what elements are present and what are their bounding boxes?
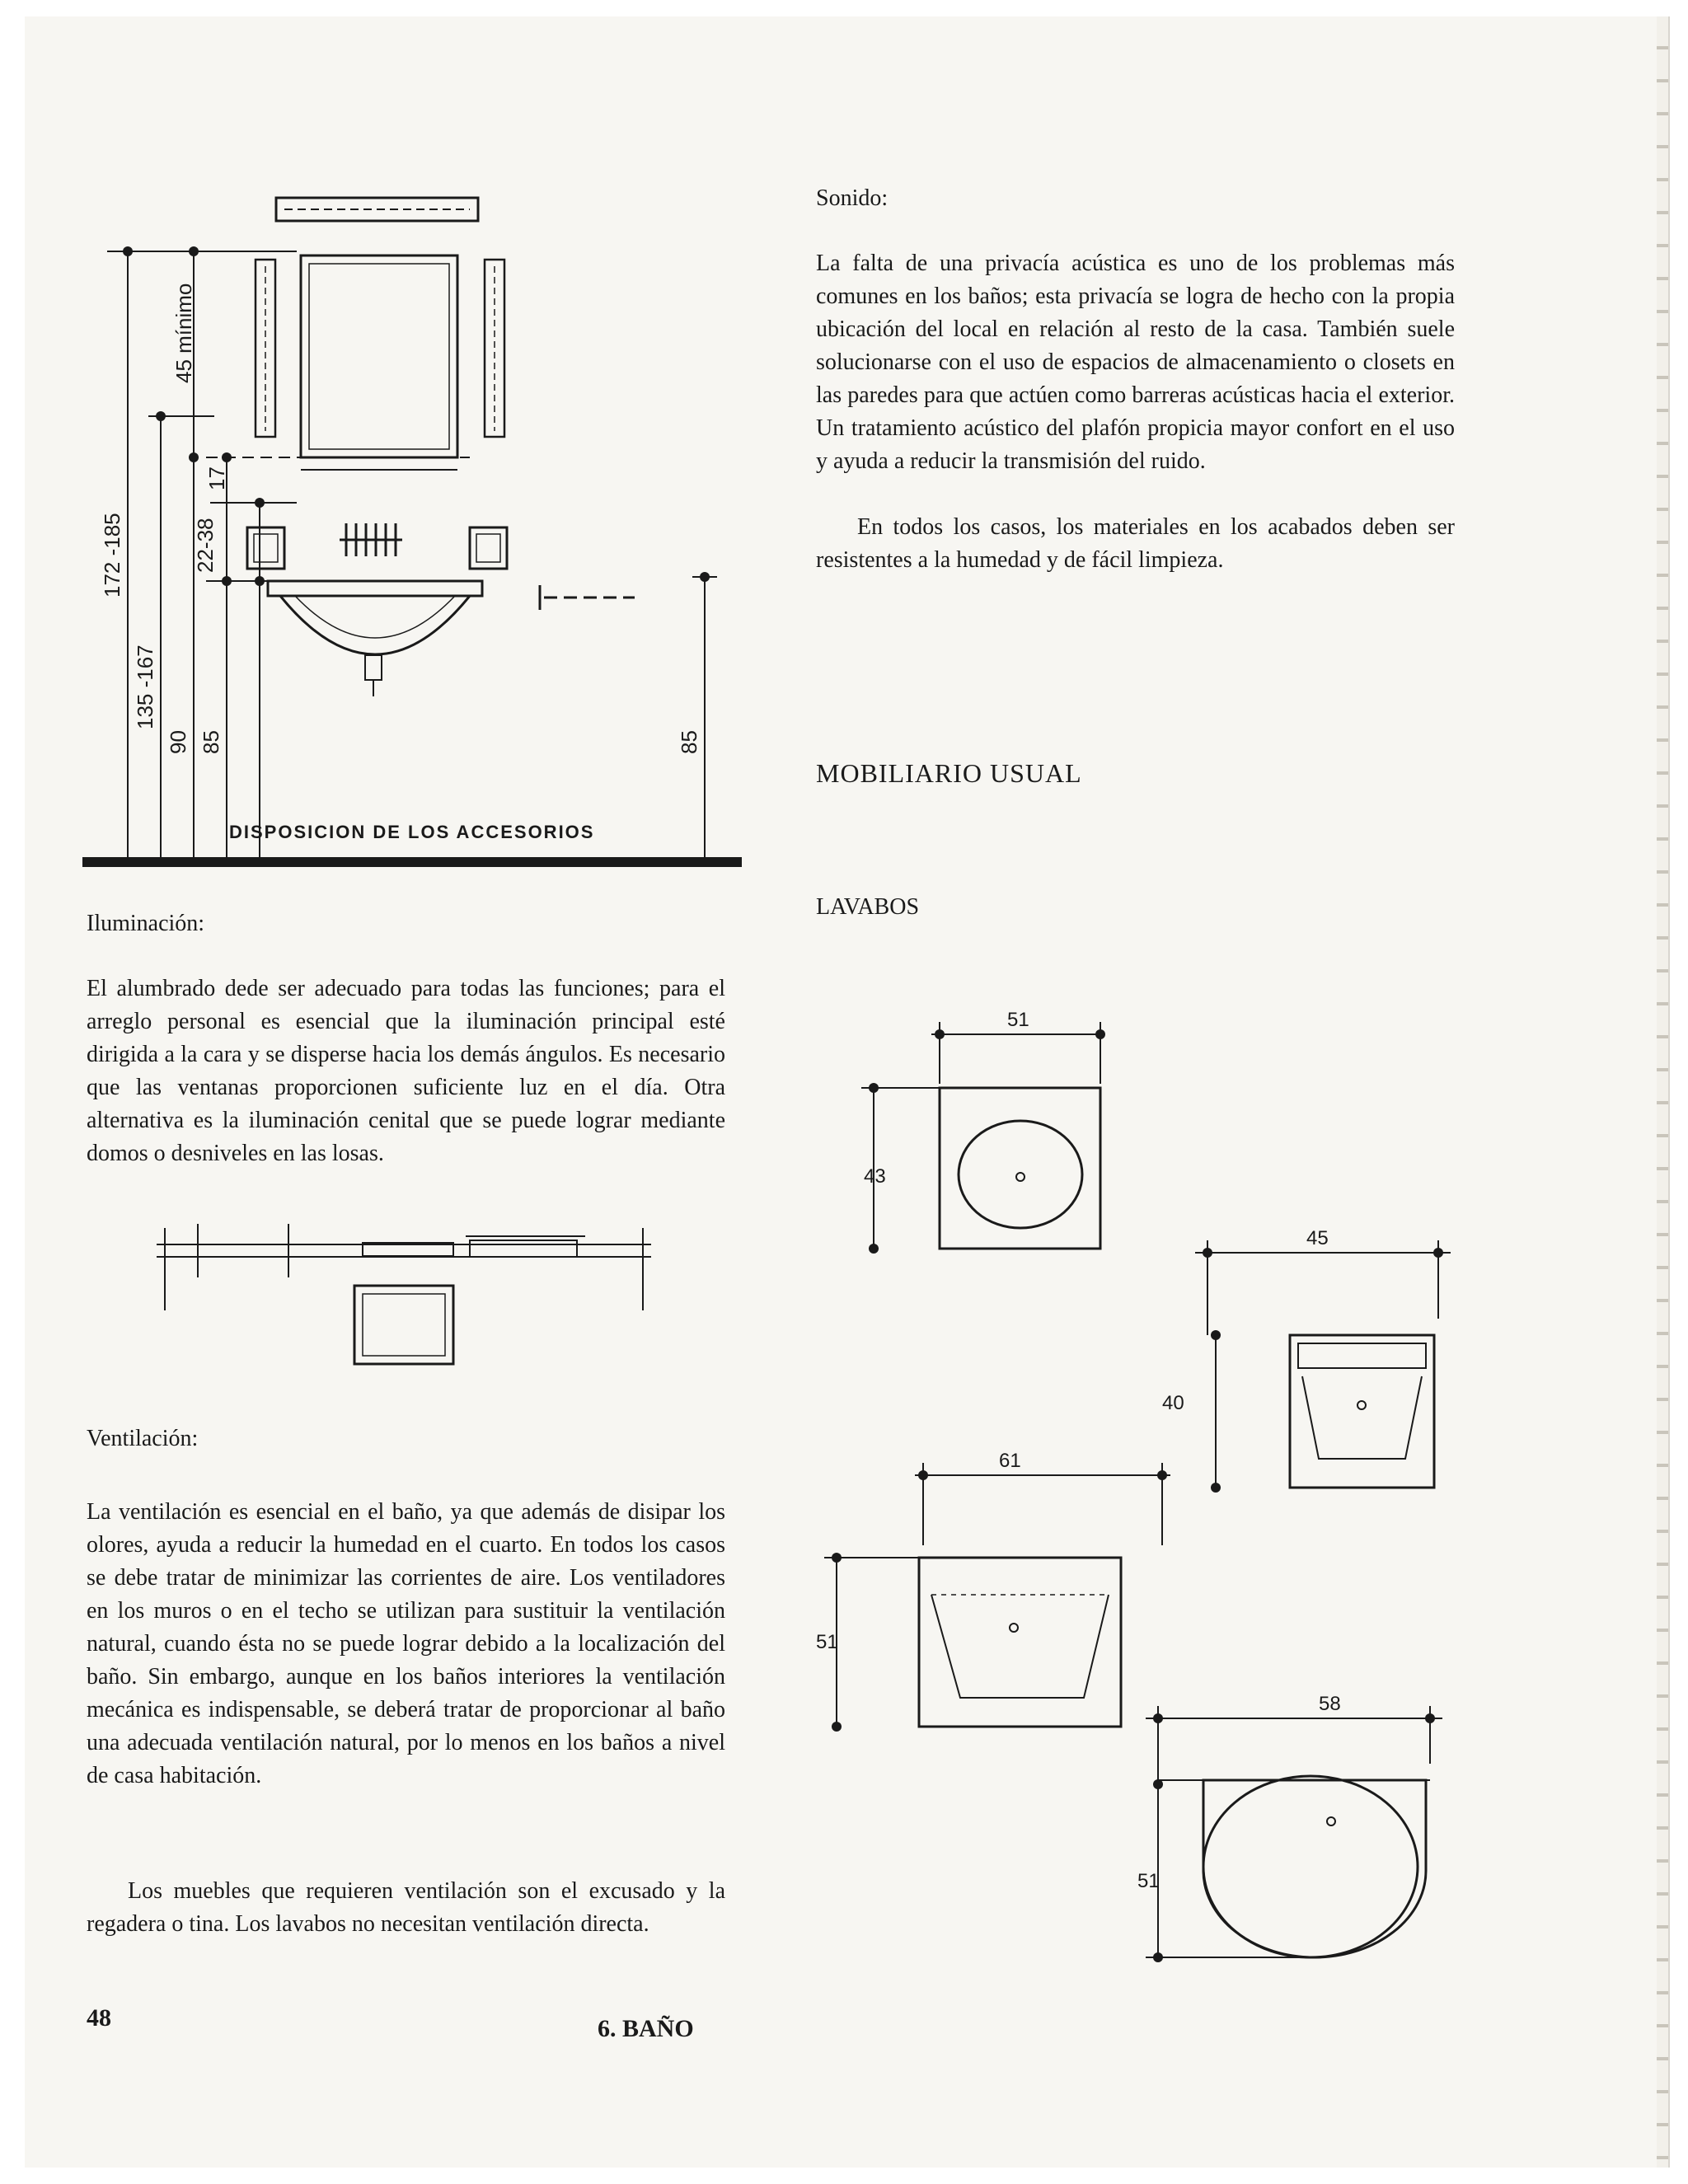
sonido-text: La falta de una privacía acústica es uno de los problemas más comunes en los baños; esta privacía se logra de hecho con la propia ubicación del local en relación al resto de la casa. También suele solucionarse con el uso de espacios de almacenamiento o closets en las paredes para que actúen como barreras acústicas hacia el exterior. Un tratamiento acústico del plafón propicia mayor confort en el uso y ayuda a reducir la transmisión del ruido. [816,251,1455,474]
lavabo-a-depth: 43 [864,1165,886,1188]
dim-45-minimo: 45 mínimo [171,283,196,383]
lavabo-d-depth: 51 [1137,1870,1160,1892]
ventilacion-text: La ventilación es esencial en el baño, ya que además de disipar los olores, ayuda a reducir la humedad en el cuarto. En todos los casos se debe tratar de minimizar las corrientes de aire. Los ventiladores en los muros o en el techo se utilizan para sustituir la ventilación natural, cuando ésta no se puede lograr debido a la localización del baño. Sin embargo, aunque en los baños interiores la ventilación mecánica es indispensable, se deberá tratar de proporcionar al baño una adecuada ventilación natural, por lo menos en los baños a nivel de casa habitación. [87,1499,725,1788]
lavabo-b-depth: 40 [1162,1392,1184,1414]
dim-17: 17 [204,466,229,490]
lavabos-title: LAVABOS [816,894,920,920]
lavabo-d-width: 58 [1319,1693,1341,1715]
mobiliario-title: MOBILIARIO USUAL [816,758,1082,788]
lavabo-c-depth: 51 [816,1631,838,1653]
iluminacion-heading: Iluminación: [87,911,205,936]
accessories-layout-figure [82,185,742,878]
iluminacion-text: El alumbrado dede ser adecuado para todas las funciones; para el arreglo personal es esencial que la iluminación principal esté dirigida a la cara y se disperse hacia los demás ángulos. Es necesario que las ventanas proporcionen suficiente luz en el día. Otra alternativa es la iluminación cenital que se puede lograr mediante domos o desniveles en las losas. [87,976,725,1166]
dim-90: 90 [166,730,190,754]
lavabo-a-width: 51 [1007,1009,1029,1031]
chapter-label: 6. BAÑO [598,2015,694,2042]
dim-22-38: 22-38 [193,518,218,573]
page-binding-edge [1657,16,1668,2168]
lavabo-b-width: 45 [1306,1227,1329,1249]
muebles-text: Los muebles que requieren ventilación son el excusado y la regadera o tina. Los lavabos no necesitan ventilación directa. [87,1878,725,1937]
sonido-text-2: En todos los casos, los materiales en los acabados deben ser resistentes a la humedad y de fácil limpieza. [816,514,1455,573]
dim-135-167: 135 -167 [133,644,157,729]
sonido-heading: Sonido: [816,185,889,211]
dim-85-right: 85 [677,730,701,754]
dim-172-185: 172 -185 [100,513,124,598]
wall-elevation-sketch [157,1220,651,1385]
lavabo-c-width: 61 [999,1450,1021,1472]
figure-caption: DISPOSICION DE LOS ACCESORIOS [229,822,595,842]
dim-85-left: 85 [199,730,223,754]
ventilacion-heading: Ventilación: [87,1426,199,1451]
page-number: 48 [87,2004,111,2032]
lavabo-plans-figure [816,989,1475,1994]
